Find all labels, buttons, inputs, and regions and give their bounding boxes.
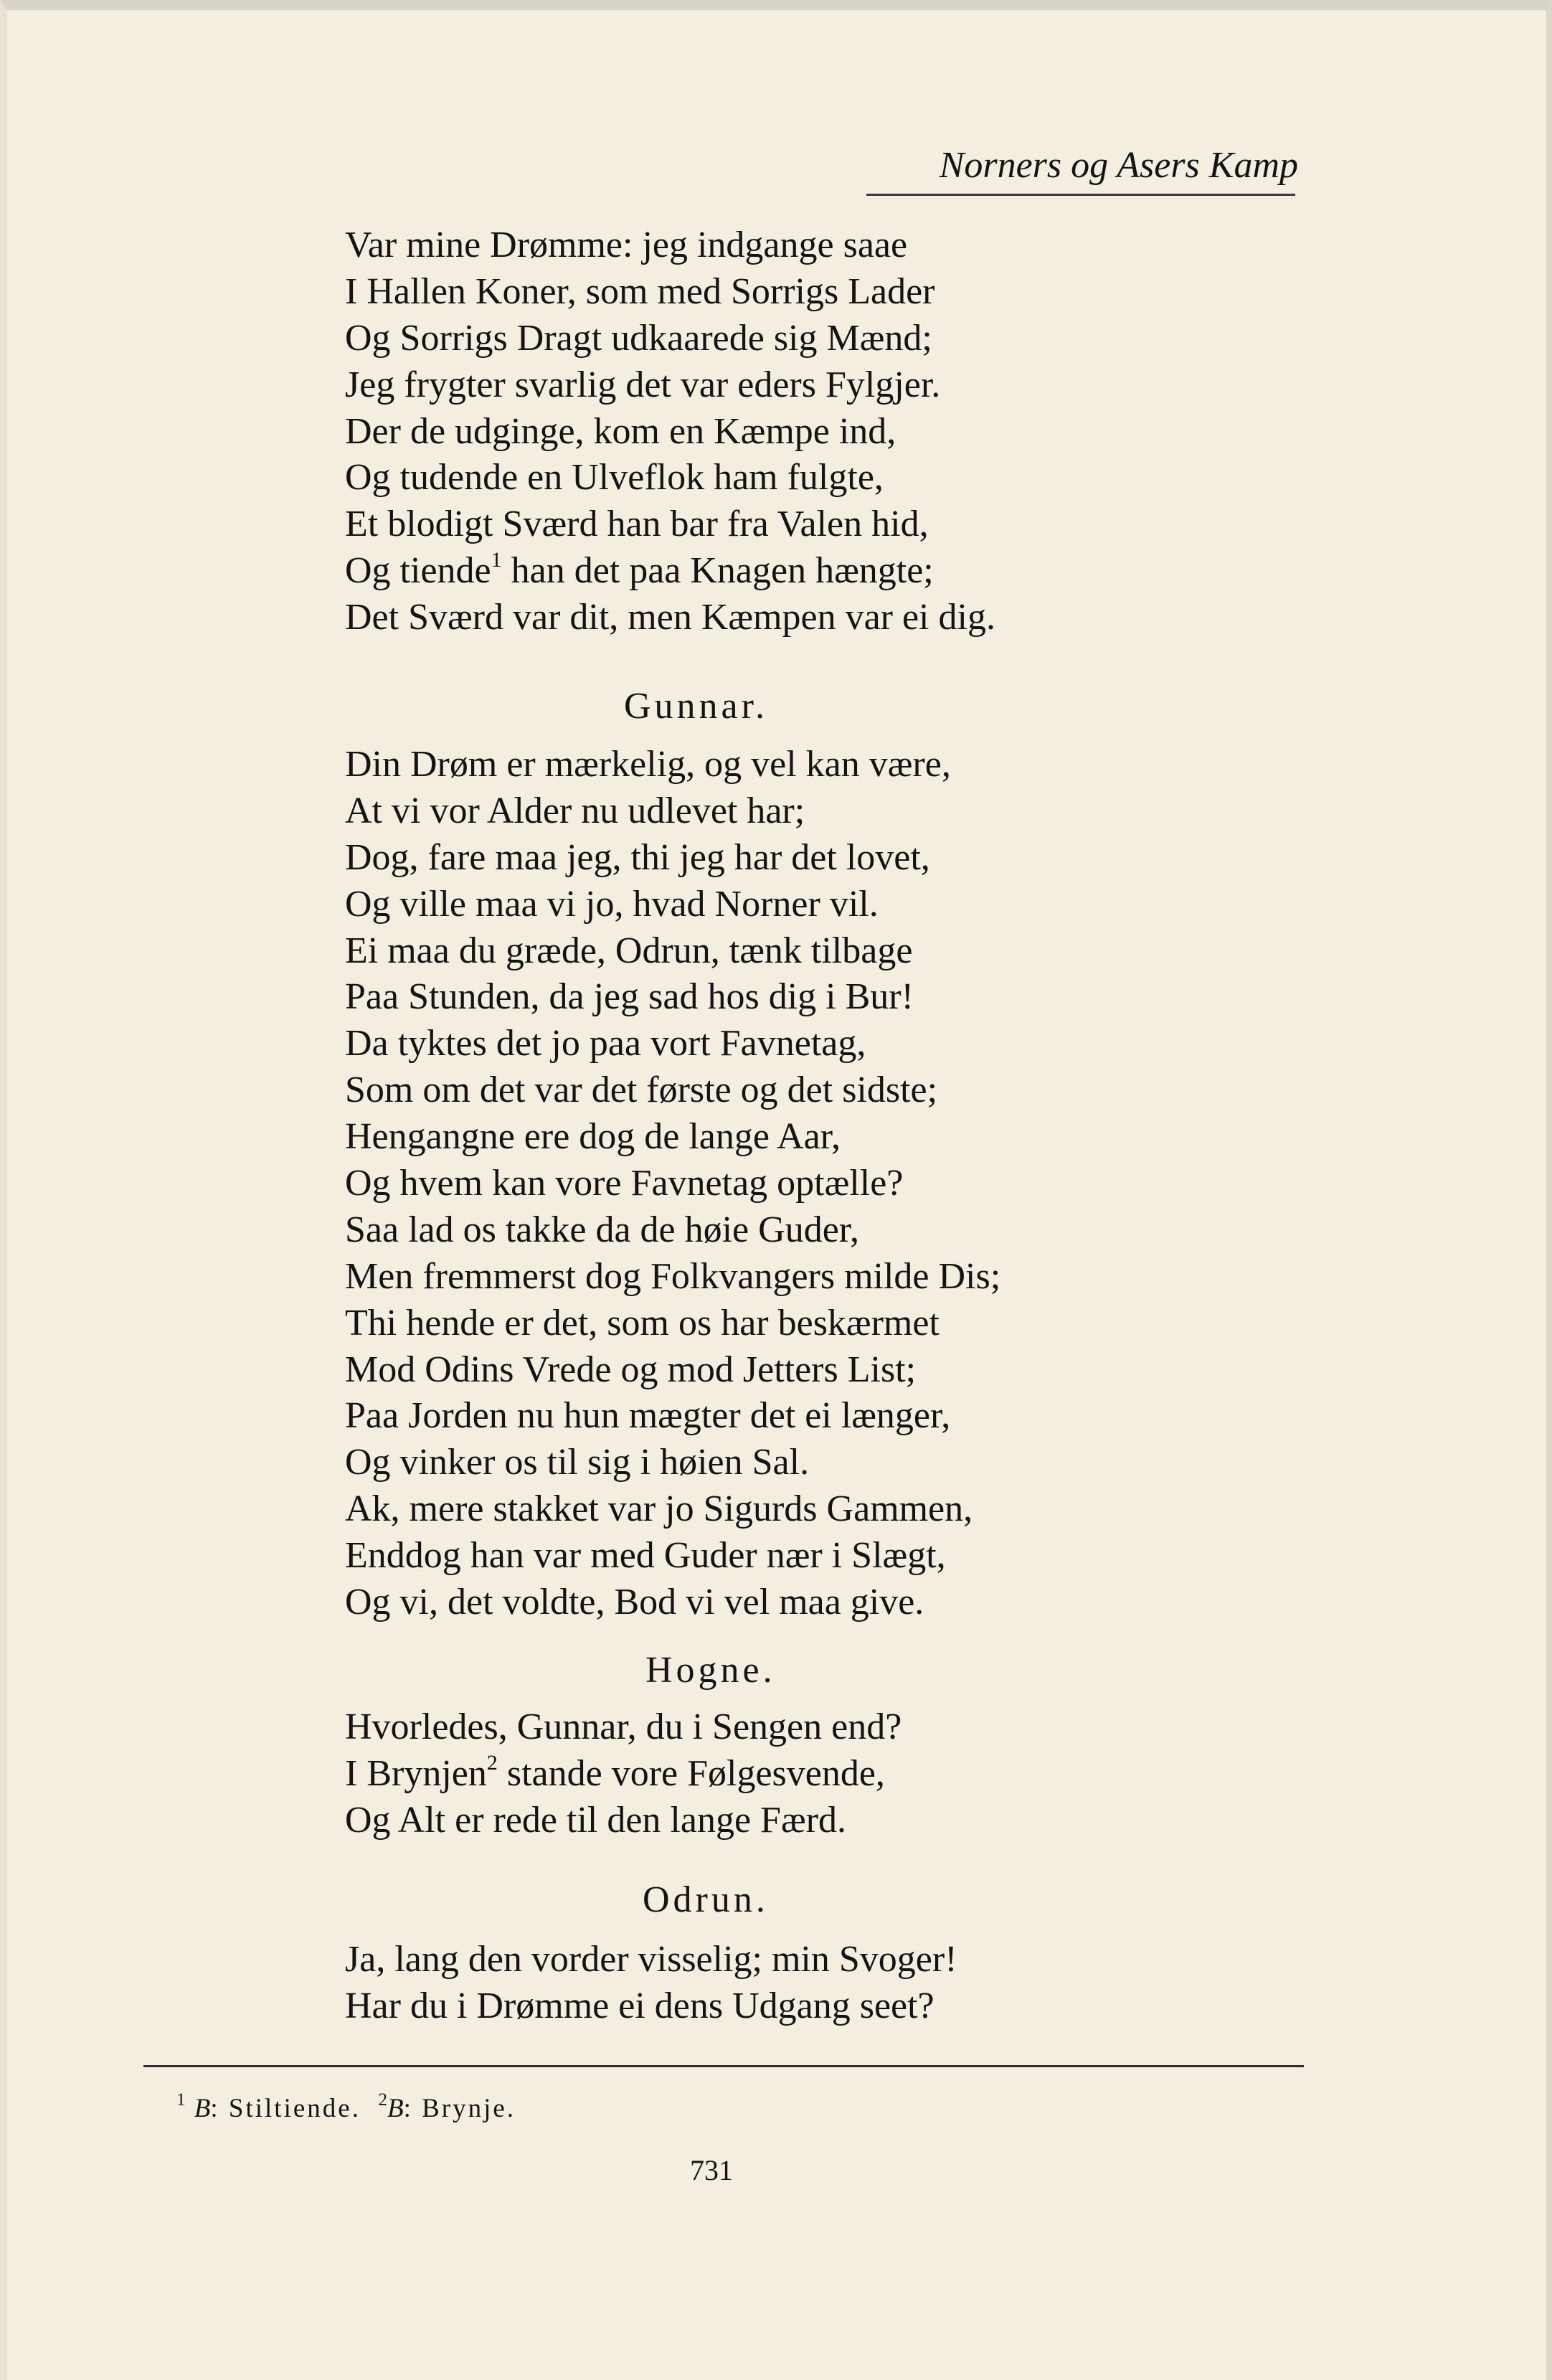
verse-line: Thi hende er det, som os har beskærmet (345, 1302, 940, 1344)
footnote-marker: 1 (491, 548, 502, 572)
verse-line: Ei maa du græde, Odrun, tænk tilbage (345, 930, 913, 971)
header-rule (866, 194, 1295, 196)
verse-line: Men fremmerst dog Folkvangers milde Dis; (345, 1255, 1001, 1297)
verse-line (345, 1751, 902, 1798)
verse-line: Enddog han var med Guder nær i Slægt, (345, 1535, 946, 1577)
footnote-number: 1 (176, 2090, 186, 2110)
verse-line: Har du i Drømme ei dens Udgang seet? (345, 1985, 934, 2026)
verse-line: Der de udginge, kom en Kæmpe ind, (345, 410, 896, 452)
page-number: 731 (690, 2154, 733, 2186)
verse-line: Da tyktes det jo paa vort Favnetag, (345, 1023, 866, 1064)
verse-line: Og Alt er rede til den lange Færd. (345, 1799, 846, 1841)
verse-line: Det Sværd var dit, men Kæmpen var ei dig. (345, 597, 995, 638)
footnote-source: B (194, 2094, 211, 2123)
verse-line: Hengangne ere dog de lange Aar, (345, 1116, 841, 1158)
footnotes (176, 2089, 516, 2129)
footnote-source: B (387, 2094, 404, 2123)
stanza-2 (345, 742, 1000, 1626)
footnote-rule (143, 2065, 1304, 2067)
verse-line: At vi vor Alder nu udlevet har; (345, 790, 805, 831)
verse-line: Og vi, det voldte, Bod vi vel maa give. (345, 1582, 924, 1623)
speaker-gunnar: Gunnar. (624, 686, 769, 727)
stanza-1 (345, 222, 995, 641)
running-head: Norners og Asers Kamp (939, 145, 1298, 186)
verse-line: Var mine Drømme: jeg indgange saae (345, 225, 908, 265)
verse-text: Og tiende (345, 550, 491, 592)
verse-line: Dog, fare maa jeg, thi jeg har det lovet, (345, 836, 930, 878)
verse-line: Paa Stunden, da jeg sad hos dig i Bur! (345, 976, 914, 1018)
verse-line: Og ville maa vi jo, hvad Norner vil. (345, 883, 879, 925)
footnote-text: : Brynje. (403, 2094, 516, 2123)
verse-line: I Hallen Koner, som med Sorrigs Lader (345, 270, 935, 312)
verse-text: han det paa Knagen hængte; (501, 550, 934, 592)
verse-line: Hvorledes, Gunnar, du i Sengen end? (345, 1706, 902, 1747)
verse-line: Og Sorrigs Dragt udkaarede sig Mænd; (345, 317, 932, 359)
footnote-text: : Stiltiende. (210, 2094, 361, 2123)
verse-line: Jeg frygter svarlig det var eders Fylgjer. (345, 364, 941, 405)
verse-line: Paa Jorden nu hun mægter det ei længer, (345, 1395, 951, 1437)
speaker-odrun: Odrun. (643, 1879, 769, 1920)
verse-line: Saa lad os takke da de høie Guder, (345, 1209, 860, 1250)
verse-line: Mod Odins Vrede og mod Jetters List; (345, 1349, 917, 1390)
stanza-3 (345, 1704, 902, 1844)
verse-line: Ja, lang den vorder visselig; min Svoger! (345, 1939, 957, 1980)
verse-line: Og hvem kan vore Favnetag optælle? (345, 1163, 904, 1204)
verse-line: Og tudende en Ulveflok ham fulgte, (345, 457, 884, 499)
verse-line (345, 548, 995, 595)
verse-line: Din Drøm er mærkelig, og vel kan være, (345, 744, 951, 785)
verse-line: Et blodigt Sværd han bar fra Valen hid, (345, 504, 929, 545)
stanza-4 (345, 1937, 957, 2030)
verse-line: Og vinker os til sig i høien Sal. (345, 1442, 810, 1483)
verse-text: stande vore Følgesvende, (497, 1752, 885, 1794)
verse-line: Som om det var det første og det sidste; (345, 1069, 938, 1111)
footnote-marker: 2 (486, 1750, 498, 1775)
verse-text: I Brynjen (345, 1752, 487, 1794)
verse-line: Ak, mere stakket var jo Sigurds Gammen, (345, 1488, 973, 1530)
speaker-hogne: Hogne. (645, 1650, 776, 1691)
footnote-number: 2 (378, 2090, 387, 2110)
